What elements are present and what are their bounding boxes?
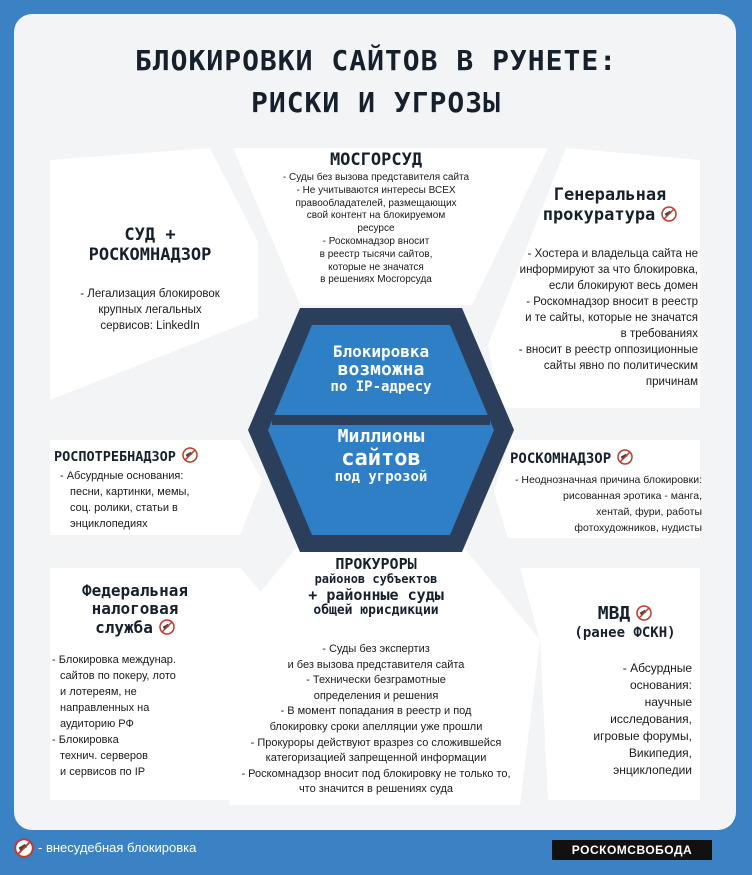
sud-rkn-line: крупных легальных: [98, 304, 202, 316]
mvd-line: основания:: [629, 678, 692, 692]
genprok-line: и те сайты, которые не значатся: [525, 312, 698, 324]
mvd-line: исследования,: [610, 712, 692, 726]
legend-text: - внесудебная блокировка: [38, 840, 197, 855]
prok-line: - Технически безграмотные: [306, 674, 446, 687]
prok-text: [218, 642, 534, 798]
sud-rkn-heading: [60, 226, 240, 265]
mosgorsud-line: свой контент на блокируемом: [306, 210, 446, 222]
prok-heading-line1: ПРОКУРОРЫ: [335, 555, 417, 573]
fns-line: технич. серверов: [60, 750, 149, 762]
prok-line: категоризацией запрещенной информации: [265, 752, 487, 765]
mvd-line: научные: [644, 695, 692, 709]
mosgorsud-line: в реестр тысячи сайтов,: [319, 248, 433, 260]
prok-line: - Прокуроры действуют вразрез со сложившейся: [250, 736, 502, 749]
page-title-line1: БЛОКИРОВКИ САЙТОВ В РУНЕТЕ:: [134, 44, 618, 77]
rospotreb-line: энциклопедиях: [70, 518, 148, 530]
hex-bottom-text: [290, 428, 472, 485]
panel-sud-rkn: [50, 148, 258, 400]
mosgorsud-line: ресурсе: [357, 223, 395, 235]
mosgorsud-line: - Не учитываются интересы ВСЕХ: [296, 184, 456, 196]
sud-rkn-line: - Легализация блокировок: [80, 288, 220, 300]
fns-text: [52, 652, 242, 780]
rospotreb-text: [60, 468, 240, 532]
mvd-line: игровые форумы,: [593, 729, 692, 743]
no-gavel-icon: [182, 447, 198, 463]
mvd-line: - Абсурдные: [622, 661, 692, 675]
fns-line: и сервисов по IP: [60, 766, 146, 778]
genprok-heading-line1: Генеральная: [553, 185, 667, 205]
fns-heading-line2: налоговая: [91, 599, 179, 619]
prok-line: - В момент попадания в реестр и под: [280, 705, 472, 718]
prok-line: определения и решения: [313, 689, 439, 702]
hex-top-text: [290, 344, 472, 394]
mvd-line: энциклопедии: [613, 763, 692, 777]
brand-logo: [552, 840, 712, 860]
genprok-line: если блокируют весь домен: [548, 280, 698, 292]
fns-line: аудиторию РФ: [60, 718, 134, 730]
mosgorsud-text: [252, 172, 500, 287]
hex-bottom-line2: сайтов: [341, 445, 421, 471]
rkn-text: [480, 472, 702, 536]
rkn-heading-text: РОСКОМНАДЗОР: [510, 451, 612, 467]
mvd-heading-line2: (ранее ФСКН): [574, 624, 676, 641]
genprok-heading: [520, 186, 700, 225]
mosgorsud-heading: МОСГОРСУД: [329, 150, 423, 170]
hex-top-line1: Блокировка: [332, 342, 430, 361]
rospotreb-line: песни, картинки, мемы,: [70, 486, 190, 498]
fns-heading-line1: Федеральная: [82, 581, 188, 600]
sud-rkn-heading-line1: СУД +: [124, 225, 176, 245]
fns-line: и лотереям, не: [60, 686, 137, 698]
no-gavel-icon: [617, 449, 633, 465]
mvd-text: [540, 660, 692, 779]
rkn-line: хентай, фури, работы: [596, 506, 702, 518]
genprok-text: [470, 246, 698, 390]
hex-bottom-line3: под угрозой: [334, 468, 428, 485]
hex-top-line2: возможна: [337, 358, 425, 380]
prok-heading-line3: + районные суды: [308, 586, 444, 605]
sud-rkn-text: [60, 286, 240, 334]
fns-line: - Блокировка междунар.: [52, 654, 176, 666]
prok-heading-line2: районов субъектов: [314, 572, 438, 587]
no-gavel-icon: [661, 206, 677, 222]
mosgorsud-line: которые не значатся: [328, 261, 424, 273]
rospotreb-heading-text: РОСПОТРЕБНАДЗОР: [54, 449, 176, 465]
rospotreb-line: - Абсурдные основания:: [60, 470, 184, 482]
rkn-line: - Неоднозначная причина блокировки:: [514, 474, 702, 486]
genprok-line: сайты явно по политическим: [543, 360, 698, 372]
rospotreb-line: соц. ролики, статьи в: [70, 502, 178, 514]
prok-heading: [264, 556, 488, 619]
prok-line: и без вызова представителя сайта: [287, 658, 465, 671]
fns-heading-line3: служба: [95, 617, 153, 637]
brand-logo-text: РОСКОМСВОБОДА: [571, 843, 693, 857]
fns-line: направленных на: [60, 702, 150, 714]
rkn-heading: [510, 449, 700, 467]
genprok-line: - Роскомнадзор вносит в реестр: [526, 296, 698, 308]
prok-line: - Роскомнадзор вносит под блокировку не только то,: [241, 767, 511, 780]
prok-heading-line4: общей юрисдикции: [313, 603, 439, 619]
mvd-heading-line1: МВД: [597, 603, 631, 624]
genprok-line: в требованиях: [620, 328, 698, 340]
genprok-line: информируют за что блокировка,: [519, 264, 698, 276]
rospotreb-heading: [54, 447, 244, 466]
fns-line: сайтов по покеру, лото: [60, 670, 176, 682]
mosgorsud-line: в решениях Мосгорсуда: [320, 274, 432, 286]
mosgorsud-line: - Роскомнадзор вносит: [322, 235, 430, 247]
mvd-line: Википедия,: [628, 746, 692, 760]
no-gavel-icon: [636, 605, 652, 621]
page-title-line2: РИСКИ И УГРОЗЫ: [250, 86, 501, 119]
fns-line: - Блокировка: [52, 734, 119, 746]
genprok-line: - Хостера и владельца сайта не: [527, 248, 698, 260]
sud-rkn-heading-line2: РОСКОМНАДЗОР: [88, 244, 212, 265]
rkn-line: рисованная эротика - манга,: [563, 490, 702, 502]
mosgorsud-line: - Суды без вызова представителя сайта: [282, 172, 470, 183]
mosgorsud-line: правообладателей, размещающих: [295, 197, 457, 209]
hex-bottom-line1: Миллионы: [337, 426, 425, 447]
prok-line: - Суды без экспертиз: [322, 643, 430, 655]
mvd-heading: [560, 604, 690, 641]
sud-rkn-line: сервисов: LinkedIn: [100, 320, 200, 332]
genprok-heading-line2: прокуратура: [542, 204, 656, 225]
no-gavel-icon: [159, 619, 175, 635]
no-gavel-icon: [14, 838, 34, 858]
fns-heading: [60, 582, 210, 637]
hex-top-line3: по IP-адресу: [330, 378, 432, 395]
prok-line: что значится в решениях суда: [298, 783, 454, 796]
genprok-line: - вносит в реестр оппозиционные: [518, 344, 698, 356]
prok-line: блокировку сроки апелляции уже прошли: [269, 720, 483, 733]
genprok-line: причинам: [645, 376, 698, 388]
rkn-line: фотохудожников, нудисты: [574, 522, 702, 534]
